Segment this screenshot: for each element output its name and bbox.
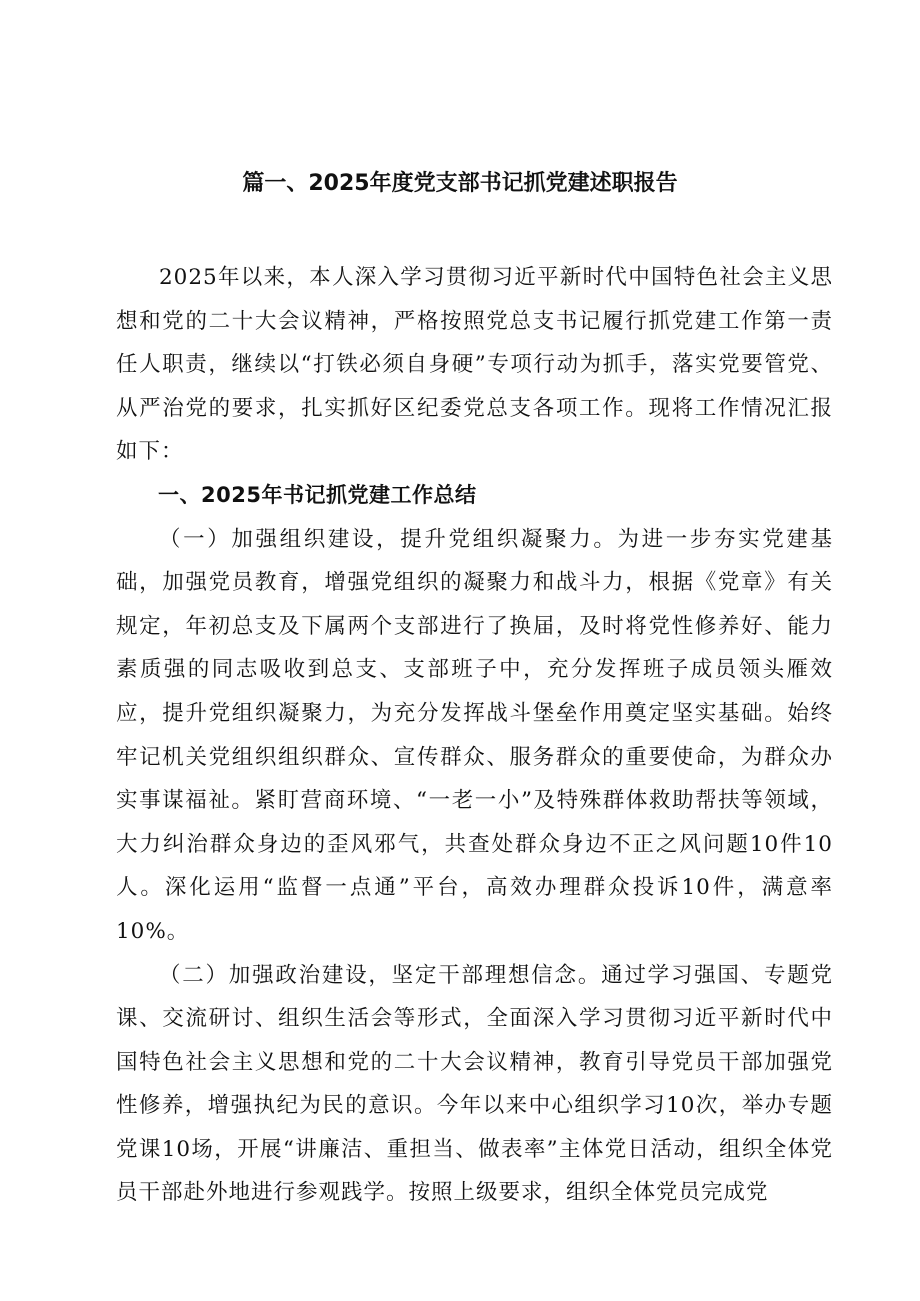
document-body <box>116 256 833 1215</box>
section-heading: 一、2025年书记抓党建工作总结 <box>158 482 477 507</box>
intro-paragraph: 2025年以来，本人深入学习贯彻习近平新时代中国特色社会主义思想和党的二十大会议精神，严格按照党总支书记履行抓党建工作第一责任人职责，继续以“打铁必须自身硬”专项行动为抓手，落实党要管党、从严治党的要求，扎实抓好区纪委党总支各项工作。现将工作情况汇报如下： <box>116 265 833 465</box>
paragraph-organization: （一）加强组织建设，提升党组织凝聚力。为进一步夯实党建基础，加强党员教育，增强党组织的凝聚力和战斗力，根据《党章》有关规定，年初总支及下属两个支部进行了换届，及时将党性修养好、能力素质强的同志吸收到总支、支部班子中，充分发挥班子成员领头雁效应，提升党组织凝聚力，为充分发挥战斗堡垒作用奠定坚实基础。始终牢记机关党组织组织群众、宣传群众、服务群众的重要使命，为群众办实事谋福祉。紧盯营商环境、“一老一小”及特殊群体救助帮扶等领域，大力纠治群众身边的歪风邪气，共查处群众身边不正之风问题10件10人。深化运用“监督一点通”平台，高效办理群众投诉10件，满意率10%。 <box>116 526 833 944</box>
paragraph-political: （二）加强政治建设，坚定干部理想信念。通过学习强国、专题党课、交流研讨、组织生活会等形式，全面深入学习贯彻习近平新时代中国特色社会主义思想和党的二十大会议精神，教育引导党员干部加强党性修养，增强执纪为民的意识。今年以来中心组织学习10次，举办专题党课10场，开展“讲廉洁、重担当、做表率”主体党日活动，组织全体党员干部赴外地进行参观践学。按照上级要求，组织全体党员完成党 <box>116 962 833 1206</box>
document-title: 篇一、2025年度党支部书记抓党建述职报告 <box>242 171 678 196</box>
